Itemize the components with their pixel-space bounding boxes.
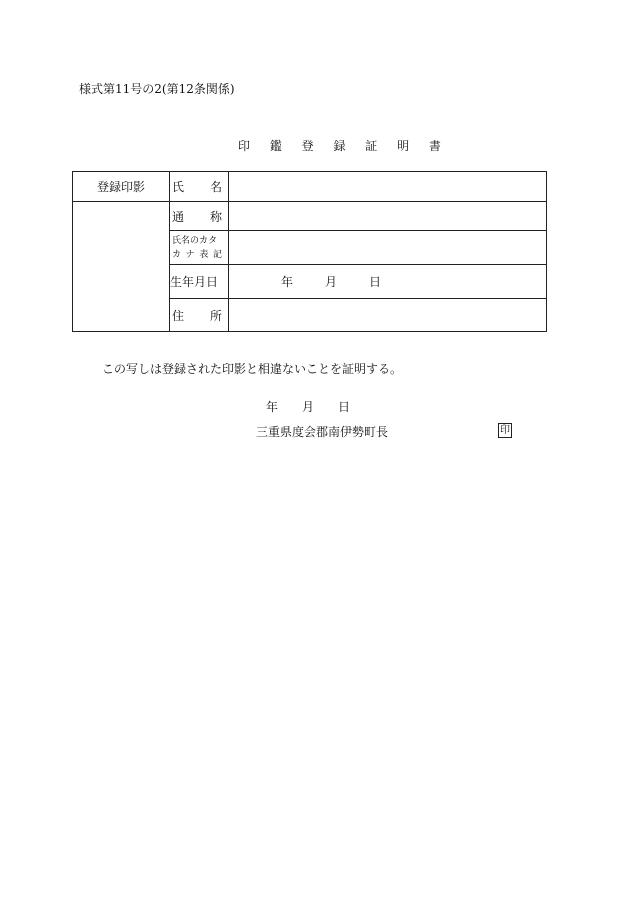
issue-day-unit: 日 <box>338 400 351 414</box>
document-title: 印 鑑 登 録 証 明 書 <box>238 139 449 153</box>
registered-seal-area <box>73 202 170 332</box>
certification-statement: この写しは登録された印影と相違ないことを証明する。 <box>102 362 403 376</box>
dob-day-unit: 日 <box>369 275 382 289</box>
alias-value <box>229 202 547 231</box>
kana-value <box>229 231 547 265</box>
dob-month-unit: 月 <box>325 275 338 289</box>
address-value <box>229 299 547 332</box>
address-label: 住 所 <box>170 299 229 332</box>
name-label: 氏 名 <box>170 172 229 202</box>
dob-label: 生年月日 <box>170 265 229 299</box>
dob-year-unit: 年 <box>281 275 294 289</box>
issue-date <box>266 398 350 415</box>
name-value <box>229 172 547 202</box>
official-seal-mark: 印 <box>500 425 510 436</box>
issue-year-unit: 年 <box>266 400 279 414</box>
kana-label: 氏名のカタ カ ナ 表 記 <box>170 231 229 265</box>
registered-seal-header: 登録印影 <box>73 172 170 202</box>
certificate-table <box>72 171 547 332</box>
alias-label: 通 称 <box>170 202 229 231</box>
issue-month-unit: 月 <box>302 400 315 414</box>
form-number: 様式第11号の2(第12条関係) <box>79 82 235 96</box>
dob-value <box>229 265 547 299</box>
issuer-name: 三重県度会郡南伊勢町長 <box>256 425 389 439</box>
